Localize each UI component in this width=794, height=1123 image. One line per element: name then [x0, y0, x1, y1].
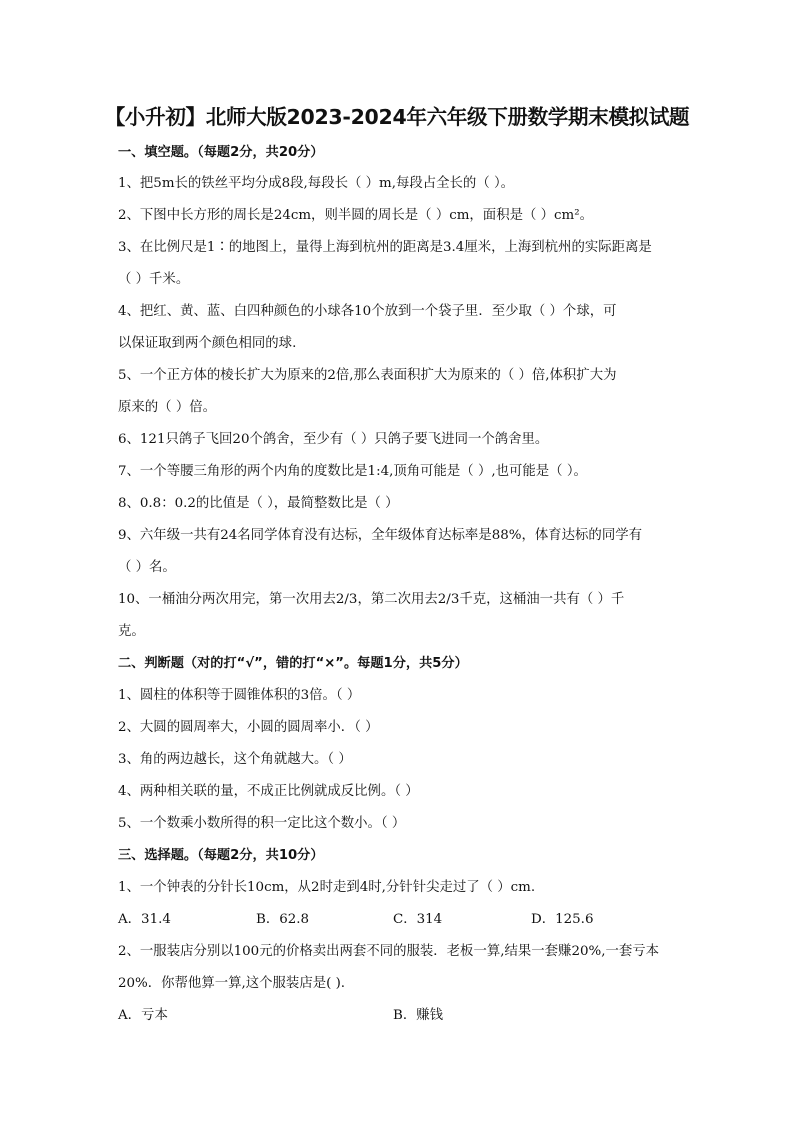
option-d: D．125.6 [531, 912, 594, 927]
question-text: 1、一个钟表的分针长10cm，从2时走到4时,分针针尖走过了（ ）cm. [118, 880, 536, 895]
option-a: A．亏本 [118, 1008, 168, 1023]
question-text: 以保证取到两个颜色相同的球. [118, 336, 297, 351]
question-text: 4、两种相关联的量，不成正比例就成反比例。（ ） [118, 784, 419, 799]
question-text: 1、圆柱的体积等于圆锥体积的3倍。（ ） [118, 688, 361, 703]
option-a: A．31.4 [118, 912, 171, 927]
question-text: 20%．你帮他算一算,这个服装店是( ). [118, 976, 346, 991]
option-b: B．62.8 [256, 912, 310, 927]
question-text: 2、下图中长方形的周长是24cm，则半圆的周长是（ ）cm，面积是（ ）cm²。 [118, 208, 593, 223]
question-text: 5、一个正方体的棱长扩大为原来的2倍,那么表面积扩大为原来的（ ）倍,体积扩大为 [118, 368, 617, 383]
question-text: 原来的（ ）倍。 [118, 400, 216, 415]
question-text: 10、一桶油分两次用完，第一次用去2/3，第二次用去2/3千克，这桶油一共有（ ）千 [118, 592, 625, 607]
question-text: 1、把5m长的铁丝平均分成8段,每段长（ ）m,每段占全长的（ ）。 [118, 176, 515, 191]
question-text: 9、六年级一共有24名同学体育没有达标，全年级体育达标率是88%，体育达标的同学有 [118, 528, 642, 543]
question-text: 2、一服装店分别以100元的价格卖出两套不同的服装．老板一算,结果一套赚20%,一套亏本 [118, 944, 660, 959]
question-text: 6、121只鸽子飞回20个鸽舍，至少有（ ）只鸽子要飞进同一个鸽舍里。 [118, 432, 549, 447]
section-heading-fill-in: 一、填空题。（每题2分，共20分） [118, 145, 324, 160]
question-text: 5、一个数乘小数所得的积一定比这个数小。（ ） [118, 816, 406, 831]
question-text: （ ）名。 [118, 560, 176, 575]
question-text: 3、在比例尺是1∶的地图上，量得上海到杭州的距离是3.4厘米，上海到杭州的实际距离是 [118, 240, 652, 255]
option-c: C．314 [393, 912, 443, 927]
question-text: 2、大圆的圆周率大，小圆的圆周率小．（ ） [118, 720, 379, 735]
option-b: B．赚钱 [393, 1008, 444, 1023]
question-text: 7、一个等腰三角形的两个内角的度数比是1:4,顶角可能是（ ）,也可能是（ ）。 [118, 464, 587, 479]
section-heading-true-false: 二、判断题（对的打“√”，错的打“×”。每题1分，共5分） [118, 656, 468, 671]
page-title: 【小升初】北师大版2023-2024年六年级下册数学期末模拟试题 [104, 105, 690, 129]
question-text: 克。 [118, 624, 145, 639]
section-heading-multiple-choice: 三、选择题。（每题2分，共10分） [118, 848, 324, 863]
question-text: 4、把红、黄、蓝、白四种颜色的小球各10个放到一个袋子里．至少取（ ）个球，可 [118, 304, 617, 319]
question-text: 8、0.8：0.2的比值是（ ），最简整数比是（ ） [118, 496, 399, 511]
question-text: 3、角的两边越长，这个角就越大。（ ） [118, 752, 352, 767]
question-text: （ ）千米。 [118, 272, 190, 287]
